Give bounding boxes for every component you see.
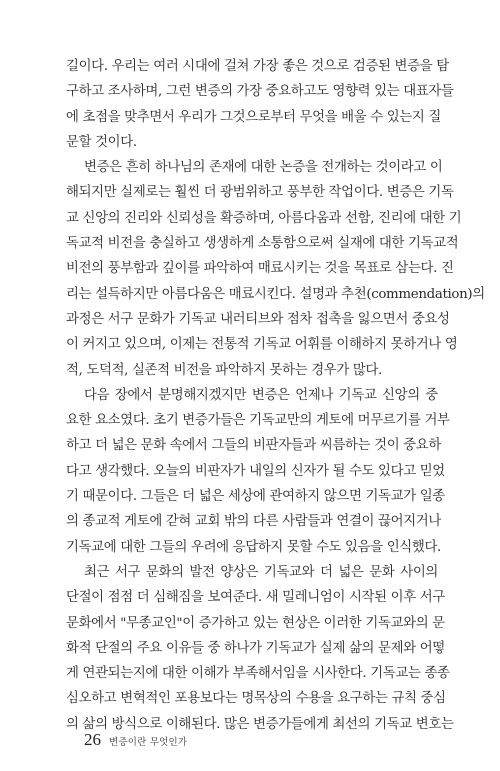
- paragraph-4: [66, 560, 454, 737]
- text-line: 요한 요소였다. 초기 변증가들은 기독교만의 게토에 머무르기를 거부: [66, 413, 450, 429]
- text-line: 변증은 흔히 하나님의 존재에 대한 논증을 전개하는 것이라고 이: [84, 160, 443, 176]
- paragraph-1: [66, 54, 454, 155]
- page-body: [66, 54, 485, 737]
- text-line: 화적 단절의 주요 이유들 중 하나가 기독교가 실제 삶의 문제와 어떻: [66, 640, 445, 656]
- text-line: 다고 생각했다. 오늘의 비판자가 내일의 신자가 될 수도 있다고 믿었: [66, 463, 445, 479]
- text-line: 교 신앙의 진리와 신뢰성을 확증하며, 아름다움과 선함, 진리에 대한 기: [66, 210, 462, 226]
- paragraph-2: [66, 155, 485, 383]
- text-line: 비전의 풍부함과 깊이를 파악하여 매료시키는 것을 목표로 삼는다. 진: [66, 261, 454, 277]
- text-line: 길이다. 우리는 여러 시대에 걸쳐 가장 좋은 것으로 검증된 변증을 탐: [66, 59, 449, 74]
- text-line: 적, 도덕적, 실존적 비전을 파악하지 못하는 경우가 많다.: [66, 362, 382, 378]
- text-line: 기 때문이다. 그들은 더 넓은 세상에 관여하지 않으면 기독교가 일종: [66, 489, 445, 505]
- text-line: 과정은 서구 문화가 기독교 내러티브와 점차 접촉을 잃으면서 중요성: [66, 311, 450, 327]
- text-line: 해되지만 실제로는 훨씬 더 광범위하고 풍부한 작업이다. 변증은 기독: [66, 185, 454, 201]
- text-line: 하고 더 넓은 문화 속에서 그들의 비판자들과 씨름하는 것이 중요하: [66, 438, 441, 454]
- running-title: 변증이란 무엇인가: [109, 737, 188, 748]
- text-line: 기독교에 대한 그들의 우려에 응답하지 못할 수도 있음을 인식했다.: [66, 539, 441, 555]
- text-line: 문할 것이다.: [66, 134, 137, 150]
- text-line: 게 연관되는지에 대한 이해가 부족해서임을 시사한다. 기독교는 종종: [66, 666, 450, 682]
- text-line: 의 삶의 방식으로 이해된다. 많은 변증가들에게 최선의 기독교 변호는: [66, 716, 454, 732]
- text-line: 리는 설득하지만 아름다움은 매료시킨다. 설명과 추천(commendation)의: [66, 286, 485, 302]
- text-line: 구하고 조사하며, 그런 변증의 가장 중요하고도 영향력 있는 대표자들: [66, 84, 454, 100]
- page-footer: [84, 730, 187, 750]
- text-line: 문화에서 "무종교인"이 증가하고 있는 현상은 이러한 기독교와의 문: [66, 615, 445, 631]
- text-line: 독교적 비전을 충실하고 생생하게 소통함으로써 실재에 대한 기독교적: [66, 236, 459, 252]
- page-number: 26: [84, 730, 101, 749]
- text-line: 이 커지고 있으며, 이제는 전통적 기독교 어휘를 이해하지 못하거나 영: [66, 337, 458, 353]
- text-line: 심오하고 변혁적인 포용보다는 명목상의 수용을 요구하는 규칙 중심: [66, 691, 446, 707]
- text-line: 최근 서구 문화의 발전 양상은 기독교와 더 넓은 문화 사이의: [84, 564, 438, 580]
- paragraph-3: [66, 383, 450, 560]
- text-line: 의 종교적 게토에 갇혀 교회 밖의 다른 사람들과 연결이 끊어지거나: [66, 514, 441, 530]
- text-line: 에 초점을 맞추면서 우리가 그것으로부터 무엇을 배울 수 있는지 질: [66, 109, 441, 125]
- text-line: 단절이 점점 더 심해짐을 보여준다. 새 밀레니엄이 시작된 이후 서구: [66, 590, 445, 606]
- text-line: 다음 장에서 분명해지겠지만 변증은 언제나 기독교 신앙의 중: [84, 387, 438, 403]
